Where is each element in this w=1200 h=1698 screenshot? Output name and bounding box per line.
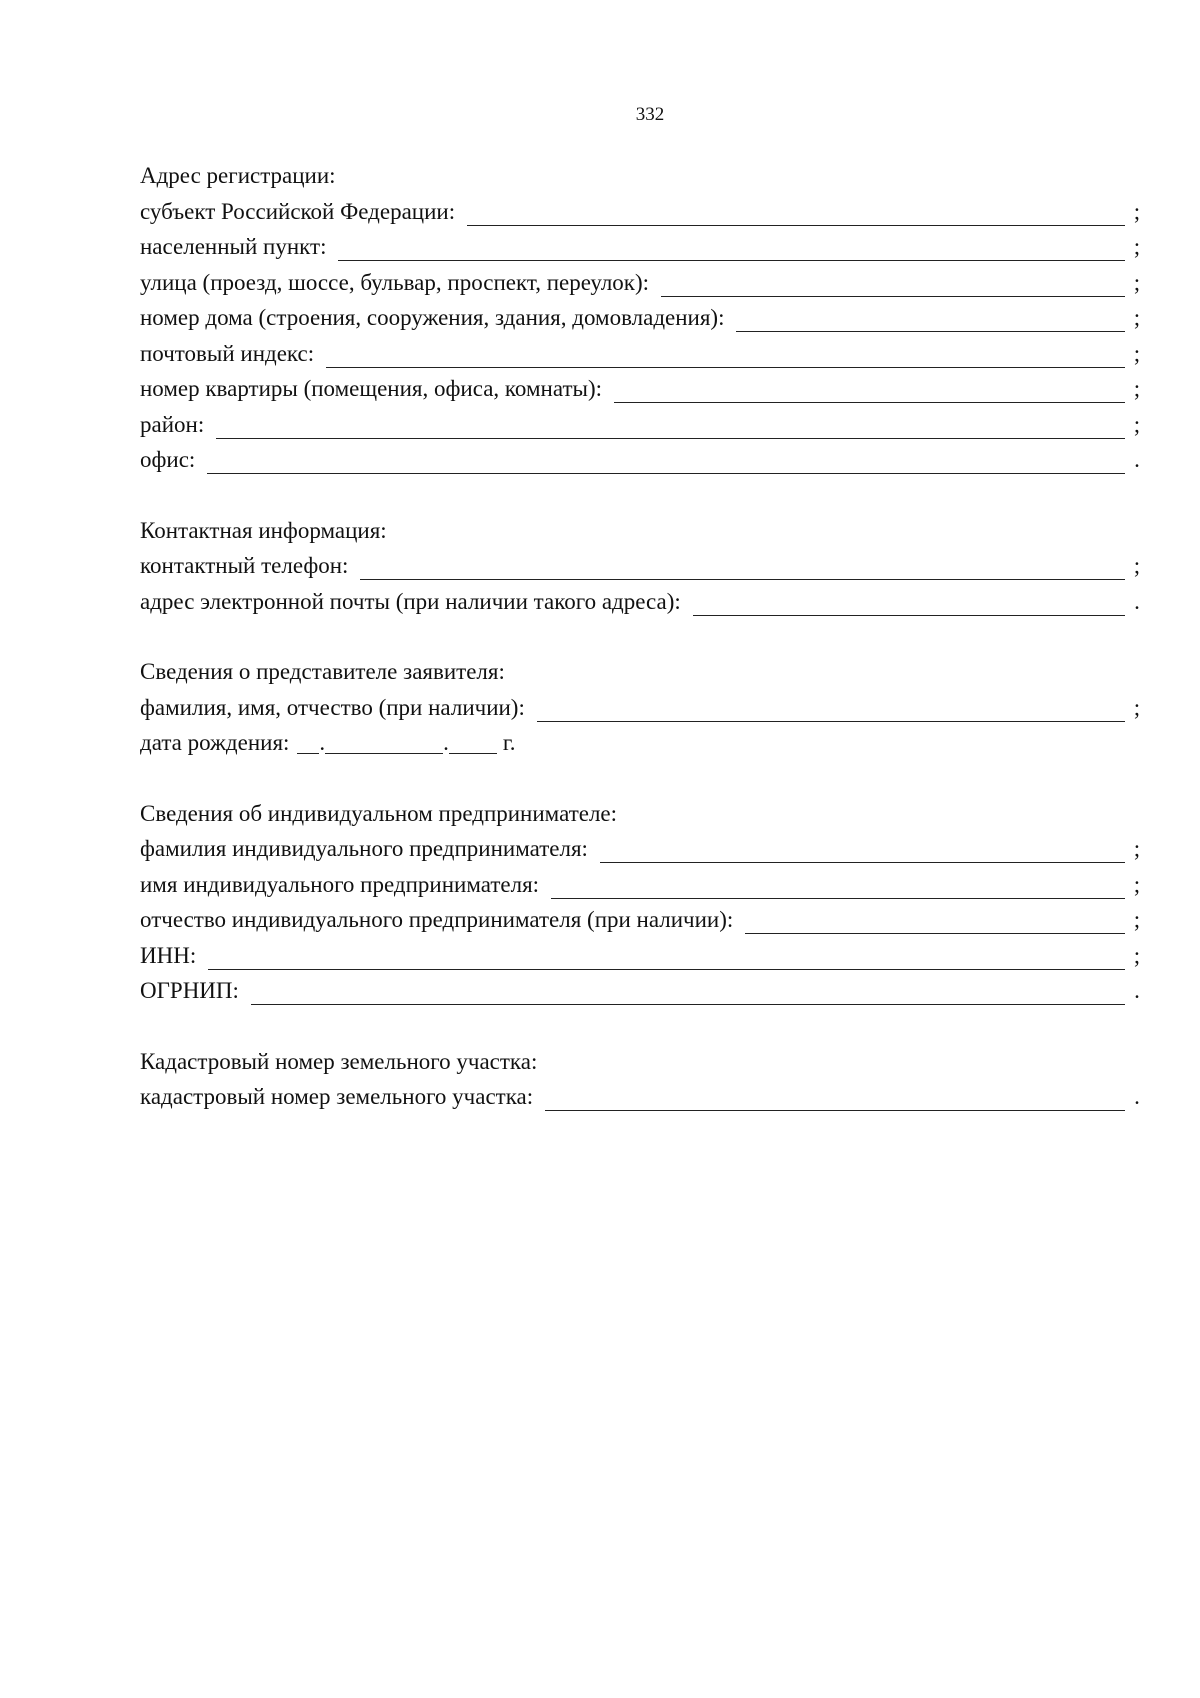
field-street — [140, 265, 1145, 301]
field-entrepreneur-surname — [140, 831, 1145, 867]
field-label: номер дома (строения, сооружения, здания, домовладения): — [140, 305, 725, 330]
field-label: ОГРНИП: — [140, 978, 239, 1003]
field-punctuation: . — [1134, 1084, 1140, 1109]
field-punctuation: . — [1134, 978, 1140, 1003]
year-suffix: г. — [502, 730, 516, 755]
field-punctuation: ; — [1133, 836, 1141, 861]
representative-section — [140, 654, 1145, 761]
form-content — [140, 158, 1145, 1115]
field-punctuation: ; — [1133, 694, 1141, 720]
field-label: имя индивидуального предпринимателя: — [140, 871, 540, 897]
street-blank[interactable] — [661, 276, 1125, 297]
field-representative-name — [140, 690, 1145, 726]
field-entrepreneur-patronymic — [140, 902, 1145, 938]
field-label: отчество индивидуального предпринимателя (при наличии): — [140, 907, 734, 932]
entrepreneur-patronymic-blank[interactable] — [745, 913, 1125, 934]
field-label: ИНН: — [140, 942, 197, 968]
field-punctuation: ; — [1133, 411, 1141, 437]
field-subject-rf — [140, 194, 1145, 230]
district-blank[interactable] — [216, 418, 1125, 439]
field-label: адрес электронной почты (при наличии такого адреса): — [140, 588, 681, 614]
field-postal-code — [140, 336, 1145, 372]
field-label: офис: — [140, 447, 196, 472]
field-house-number — [140, 300, 1145, 336]
field-office — [140, 442, 1145, 478]
field-label: улица (проезд, шоссе, бульвар, проспект, переулок): — [140, 269, 650, 295]
inn-blank[interactable] — [208, 949, 1125, 970]
birth-date-label: дата рождения: — [140, 730, 290, 755]
field-punctuation: ; — [1133, 907, 1141, 932]
field-label: фамилия индивидуального предпринимателя: — [140, 836, 588, 861]
contact-info-section — [140, 513, 1145, 620]
subject-rf-blank[interactable] — [467, 205, 1125, 226]
field-cadastral-number — [140, 1079, 1145, 1115]
cadastral-number-blank[interactable] — [545, 1090, 1125, 1111]
date-separator: . — [319, 730, 326, 755]
field-label: номер квартиры (помещения, офиса, комнаты): — [140, 376, 602, 401]
field-label: фамилия, имя, отчество (при наличии): — [140, 694, 525, 720]
field-locality — [140, 229, 1145, 265]
entrepreneur-section — [140, 796, 1145, 1009]
field-punctuation: . — [1134, 447, 1140, 472]
field-punctuation: ; — [1133, 376, 1141, 401]
field-label: населенный пункт: — [140, 234, 327, 259]
field-punctuation: ; — [1133, 871, 1141, 897]
email-blank[interactable] — [693, 595, 1125, 616]
field-punctuation: ; — [1133, 198, 1141, 224]
section-heading: Сведения о представителе заявителя: — [140, 659, 505, 684]
field-punctuation: ; — [1133, 340, 1141, 366]
locality-blank[interactable] — [338, 240, 1125, 261]
phone-blank[interactable] — [360, 559, 1125, 580]
field-label: контактный телефон: — [140, 553, 349, 578]
postal-code-blank[interactable] — [326, 347, 1125, 368]
section-heading: Контактная информация: — [140, 517, 387, 543]
section-heading: Кадастровый номер земельного участка: — [140, 1048, 538, 1074]
representative-name-blank[interactable] — [537, 701, 1125, 722]
field-label: кадастровый номер земельного участка: — [140, 1084, 534, 1109]
ogrnip-blank[interactable] — [251, 984, 1125, 1005]
field-punctuation: ; — [1133, 305, 1141, 330]
house-number-blank[interactable] — [736, 311, 1125, 332]
birth-month-blank[interactable] — [325, 733, 443, 754]
field-phone — [140, 548, 1145, 584]
section-heading: Адрес регистрации: — [140, 163, 336, 188]
field-label: субъект Российской Федерации: — [140, 198, 456, 224]
entrepreneur-name-blank[interactable] — [551, 878, 1125, 899]
field-punctuation: ; — [1133, 553, 1141, 578]
field-label: почтовый индекс: — [140, 340, 315, 366]
field-punctuation: . — [1134, 588, 1140, 614]
cadastral-section — [140, 1044, 1145, 1115]
field-punctuation: ; — [1133, 942, 1141, 968]
field-email — [140, 584, 1145, 620]
field-inn — [140, 938, 1145, 974]
entrepreneur-surname-blank[interactable] — [600, 842, 1125, 863]
field-label: район: — [140, 411, 205, 437]
field-birth-date — [140, 725, 1145, 761]
birth-year-blank[interactable] — [449, 733, 497, 754]
field-entrepreneur-name — [140, 867, 1145, 903]
birth-day-blank[interactable] — [297, 733, 319, 754]
page-number: 332 — [635, 104, 665, 125]
registration-address-section — [140, 158, 1145, 478]
field-punctuation: ; — [1133, 269, 1141, 295]
field-district — [140, 407, 1145, 443]
field-apartment — [140, 371, 1145, 407]
date-separator: . — [443, 730, 449, 755]
office-blank[interactable] — [207, 453, 1125, 474]
field-ogrnip — [140, 973, 1145, 1009]
apartment-blank[interactable] — [614, 382, 1125, 403]
section-heading: Сведения об индивидуальном предпринимателе: — [140, 800, 618, 826]
field-punctuation: ; — [1133, 234, 1141, 259]
